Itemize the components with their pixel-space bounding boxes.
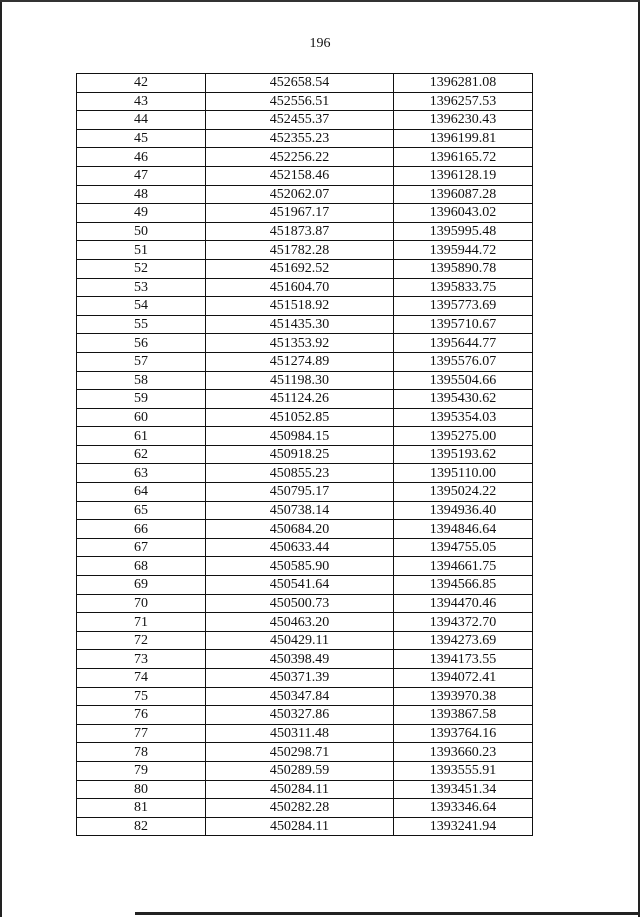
table-row [77, 706, 533, 725]
x-coordinate-cell: 451124.26 [206, 390, 394, 409]
table-row [77, 334, 533, 353]
scan-border-bottom [135, 912, 640, 915]
point-number-cell: 76 [77, 706, 206, 725]
point-number-cell: 47 [77, 166, 206, 185]
y-coordinate-cell: 1393555.91 [394, 761, 533, 780]
table-row [77, 445, 533, 464]
y-coordinate-cell: 1395773.69 [394, 297, 533, 316]
y-coordinate-cell: 1396257.53 [394, 92, 533, 111]
table-row [77, 408, 533, 427]
scan-border-left [0, 0, 2, 917]
table-row [77, 538, 533, 557]
point-number-cell: 77 [77, 724, 206, 743]
table-row [77, 148, 533, 167]
point-number-cell: 57 [77, 352, 206, 371]
y-coordinate-cell: 1394273.69 [394, 631, 533, 650]
table-row [77, 371, 533, 390]
y-coordinate-cell: 1395275.00 [394, 427, 533, 446]
table-row [77, 241, 533, 260]
x-coordinate-cell: 450429.11 [206, 631, 394, 650]
y-coordinate-cell: 1394470.46 [394, 594, 533, 613]
x-coordinate-cell: 450984.15 [206, 427, 394, 446]
y-coordinate-cell: 1393346.64 [394, 799, 533, 818]
y-coordinate-cell: 1394846.64 [394, 520, 533, 539]
y-coordinate-cell: 1394566.85 [394, 576, 533, 595]
point-number-cell: 79 [77, 761, 206, 780]
point-number-cell: 69 [77, 576, 206, 595]
table-row [77, 761, 533, 780]
point-number-cell: 51 [77, 241, 206, 260]
table-row [77, 631, 533, 650]
x-coordinate-cell: 450282.28 [206, 799, 394, 818]
x-coordinate-cell: 450463.20 [206, 613, 394, 632]
point-number-cell: 80 [77, 780, 206, 799]
y-coordinate-cell: 1395193.62 [394, 445, 533, 464]
point-number-cell: 45 [77, 129, 206, 148]
point-number-cell: 44 [77, 111, 206, 130]
page-number: 196 [309, 36, 331, 51]
point-number-cell: 42 [77, 74, 206, 93]
coordinates-table-body [77, 74, 533, 836]
point-number-cell: 68 [77, 557, 206, 576]
table-row [77, 576, 533, 595]
y-coordinate-cell: 1395110.00 [394, 464, 533, 483]
table-row [77, 724, 533, 743]
point-number-cell: 78 [77, 743, 206, 762]
point-number-cell: 67 [77, 538, 206, 557]
table-row [77, 315, 533, 334]
point-number-cell: 50 [77, 222, 206, 241]
y-coordinate-cell: 1396230.43 [394, 111, 533, 130]
point-number-cell: 63 [77, 464, 206, 483]
y-coordinate-cell: 1395833.75 [394, 278, 533, 297]
y-coordinate-cell: 1393764.16 [394, 724, 533, 743]
point-number-cell: 60 [77, 408, 206, 427]
x-coordinate-cell: 451692.52 [206, 259, 394, 278]
x-coordinate-cell: 451782.28 [206, 241, 394, 260]
x-coordinate-cell: 450855.23 [206, 464, 394, 483]
y-coordinate-cell: 1396043.02 [394, 204, 533, 223]
table-row [77, 464, 533, 483]
x-coordinate-cell: 450398.49 [206, 650, 394, 669]
x-coordinate-cell: 452455.37 [206, 111, 394, 130]
point-number-cell: 49 [77, 204, 206, 223]
y-coordinate-cell: 1395710.67 [394, 315, 533, 334]
y-coordinate-cell: 1396087.28 [394, 185, 533, 204]
point-number-cell: 82 [77, 817, 206, 836]
point-number-cell: 52 [77, 259, 206, 278]
table-row [77, 427, 533, 446]
point-number-cell: 66 [77, 520, 206, 539]
table-row [77, 111, 533, 130]
table-row [77, 483, 533, 502]
x-coordinate-cell: 450585.90 [206, 557, 394, 576]
x-coordinate-cell: 450541.64 [206, 576, 394, 595]
table-row [77, 166, 533, 185]
x-coordinate-cell: 452158.46 [206, 166, 394, 185]
table-row [77, 222, 533, 241]
y-coordinate-cell: 1393970.38 [394, 687, 533, 706]
x-coordinate-cell: 451353.92 [206, 334, 394, 353]
table-row [77, 259, 533, 278]
x-coordinate-cell: 451052.85 [206, 408, 394, 427]
x-coordinate-cell: 452556.51 [206, 92, 394, 111]
x-coordinate-cell: 452256.22 [206, 148, 394, 167]
x-coordinate-cell: 450327.86 [206, 706, 394, 725]
x-coordinate-cell: 450298.71 [206, 743, 394, 762]
y-coordinate-cell: 1396281.08 [394, 74, 533, 93]
table-row [77, 297, 533, 316]
table-row [77, 352, 533, 371]
y-coordinate-cell: 1395890.78 [394, 259, 533, 278]
table-row [77, 520, 533, 539]
table-row [77, 799, 533, 818]
point-number-cell: 62 [77, 445, 206, 464]
y-coordinate-cell: 1395504.66 [394, 371, 533, 390]
point-number-cell: 56 [77, 334, 206, 353]
y-coordinate-cell: 1395644.77 [394, 334, 533, 353]
y-coordinate-cell: 1393660.23 [394, 743, 533, 762]
point-number-cell: 55 [77, 315, 206, 334]
table-row [77, 780, 533, 799]
y-coordinate-cell: 1396165.72 [394, 148, 533, 167]
point-number-cell: 71 [77, 613, 206, 632]
table-row [77, 557, 533, 576]
x-coordinate-cell: 450284.11 [206, 780, 394, 799]
point-number-cell: 48 [77, 185, 206, 204]
table-row [77, 817, 533, 836]
x-coordinate-cell: 450284.11 [206, 817, 394, 836]
y-coordinate-cell: 1396199.81 [394, 129, 533, 148]
y-coordinate-cell: 1395995.48 [394, 222, 533, 241]
x-coordinate-cell: 450633.44 [206, 538, 394, 557]
point-number-cell: 75 [77, 687, 206, 706]
x-coordinate-cell: 451967.17 [206, 204, 394, 223]
table-row [77, 669, 533, 688]
table-row [77, 129, 533, 148]
point-number-cell: 65 [77, 501, 206, 520]
x-coordinate-cell: 452658.54 [206, 74, 394, 93]
y-coordinate-cell: 1394072.41 [394, 669, 533, 688]
y-coordinate-cell: 1394755.05 [394, 538, 533, 557]
x-coordinate-cell: 451604.70 [206, 278, 394, 297]
y-coordinate-cell: 1395576.07 [394, 352, 533, 371]
y-coordinate-cell: 1393451.34 [394, 780, 533, 799]
point-number-cell: 46 [77, 148, 206, 167]
y-coordinate-cell: 1396128.19 [394, 166, 533, 185]
x-coordinate-cell: 451518.92 [206, 297, 394, 316]
x-coordinate-cell: 450347.84 [206, 687, 394, 706]
y-coordinate-cell: 1395024.22 [394, 483, 533, 502]
table-row [77, 278, 533, 297]
coordinates-table [76, 73, 533, 836]
table-row [77, 594, 533, 613]
x-coordinate-cell: 450738.14 [206, 501, 394, 520]
point-number-cell: 74 [77, 669, 206, 688]
y-coordinate-cell: 1395354.03 [394, 408, 533, 427]
point-number-cell: 73 [77, 650, 206, 669]
table-row [77, 501, 533, 520]
table-row [77, 650, 533, 669]
point-number-cell: 81 [77, 799, 206, 818]
x-coordinate-cell: 450684.20 [206, 520, 394, 539]
x-coordinate-cell: 450795.17 [206, 483, 394, 502]
x-coordinate-cell: 450371.39 [206, 669, 394, 688]
x-coordinate-cell: 450311.48 [206, 724, 394, 743]
point-number-cell: 59 [77, 390, 206, 409]
table-row [77, 687, 533, 706]
x-coordinate-cell: 451274.89 [206, 352, 394, 371]
x-coordinate-cell: 451198.30 [206, 371, 394, 390]
y-coordinate-cell: 1394661.75 [394, 557, 533, 576]
table-row [77, 613, 533, 632]
scan-border-top [0, 0, 640, 2]
point-number-cell: 70 [77, 594, 206, 613]
point-number-cell: 53 [77, 278, 206, 297]
x-coordinate-cell: 450289.59 [206, 761, 394, 780]
point-number-cell: 64 [77, 483, 206, 502]
y-coordinate-cell: 1394936.40 [394, 501, 533, 520]
table-row [77, 185, 533, 204]
point-number-cell: 72 [77, 631, 206, 650]
table-row [77, 390, 533, 409]
y-coordinate-cell: 1395944.72 [394, 241, 533, 260]
x-coordinate-cell: 451873.87 [206, 222, 394, 241]
x-coordinate-cell: 450500.73 [206, 594, 394, 613]
y-coordinate-cell: 1393241.94 [394, 817, 533, 836]
table-row [77, 74, 533, 93]
y-coordinate-cell: 1393867.58 [394, 706, 533, 725]
x-coordinate-cell: 450918.25 [206, 445, 394, 464]
point-number-cell: 54 [77, 297, 206, 316]
table-row [77, 204, 533, 223]
point-number-cell: 58 [77, 371, 206, 390]
table-row [77, 92, 533, 111]
y-coordinate-cell: 1395430.62 [394, 390, 533, 409]
y-coordinate-cell: 1394173.55 [394, 650, 533, 669]
table-row [77, 743, 533, 762]
point-number-cell: 43 [77, 92, 206, 111]
x-coordinate-cell: 451435.30 [206, 315, 394, 334]
y-coordinate-cell: 1394372.70 [394, 613, 533, 632]
x-coordinate-cell: 452062.07 [206, 185, 394, 204]
x-coordinate-cell: 452355.23 [206, 129, 394, 148]
point-number-cell: 61 [77, 427, 206, 446]
